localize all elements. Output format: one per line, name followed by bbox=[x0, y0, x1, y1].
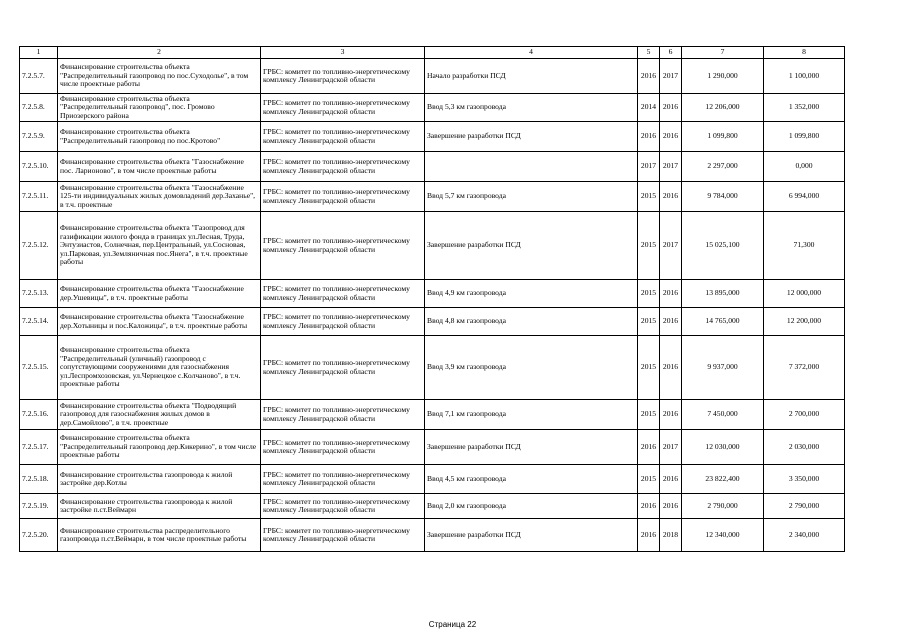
end-year: 2017 bbox=[660, 212, 682, 280]
total-cost: 23 822,400 bbox=[682, 465, 764, 494]
table-row bbox=[20, 212, 845, 280]
total-cost: 14 765,000 bbox=[682, 308, 764, 336]
column-header: 6 bbox=[660, 47, 682, 59]
row-number: 7.2.5.18. bbox=[20, 465, 58, 494]
expected-result: Ввод 5,7 км газопровода bbox=[425, 182, 638, 212]
row-number: 7.2.5.12. bbox=[20, 212, 58, 280]
page-number: Страница 22 bbox=[428, 620, 477, 629]
expected-result: Ввод 3,9 км газопровода bbox=[425, 336, 638, 400]
start-year: 2016 bbox=[638, 494, 660, 519]
total-cost: 15 025,100 bbox=[682, 212, 764, 280]
column-header: 2 bbox=[58, 47, 261, 59]
row-number: 7.2.5.9. bbox=[20, 122, 58, 152]
total-cost: 7 450,000 bbox=[682, 400, 764, 430]
end-year: 2016 bbox=[660, 400, 682, 430]
grbs-text: ГРБС: комитет по топливно-энергетическому комплексу Ленинградской области bbox=[261, 94, 425, 122]
end-year: 2016 bbox=[660, 308, 682, 336]
table-row bbox=[20, 308, 845, 336]
year-cost: 2 340,000 bbox=[764, 519, 845, 552]
start-year: 2015 bbox=[638, 465, 660, 494]
object-name: Финансирование строительства объекта "Газоснабжение дер.Хотыницы и пос.Каложицы", в т.ч. проектные работы bbox=[58, 308, 261, 336]
grbs-text: ГРБС: комитет по топливно-энергетическому комплексу Ленинградской области bbox=[261, 400, 425, 430]
table-row bbox=[20, 519, 845, 552]
total-cost: 9 937,000 bbox=[682, 336, 764, 400]
end-year: 2016 bbox=[660, 336, 682, 400]
year-cost: 2 700,000 bbox=[764, 400, 845, 430]
column-header: 7 bbox=[682, 47, 764, 59]
expected-result: Ввод 7,1 км газопровода bbox=[425, 400, 638, 430]
start-year: 2016 bbox=[638, 59, 660, 94]
start-year: 2016 bbox=[638, 430, 660, 465]
row-number: 7.2.5.20. bbox=[20, 519, 58, 552]
total-cost: 1 099,800 bbox=[682, 122, 764, 152]
row-number: 7.2.5.19. bbox=[20, 494, 58, 519]
row-number: 7.2.5.16. bbox=[20, 400, 58, 430]
table-row bbox=[20, 152, 845, 182]
year-cost: 1 099,800 bbox=[764, 122, 845, 152]
year-cost: 12 200,000 bbox=[764, 308, 845, 336]
object-name: Финансирование строительства объекта "Распределительный газопровод дер.Кикерино", в том числе проектные работы bbox=[58, 430, 261, 465]
start-year: 2015 bbox=[638, 280, 660, 308]
year-cost: 2 790,000 bbox=[764, 494, 845, 519]
end-year: 2016 bbox=[660, 182, 682, 212]
end-year: 2017 bbox=[660, 59, 682, 94]
row-number: 7.2.5.10. bbox=[20, 152, 58, 182]
expected-result: Завершение разработки ПСД bbox=[425, 430, 638, 465]
column-header: 1 bbox=[20, 47, 58, 59]
end-year: 2017 bbox=[660, 430, 682, 465]
expected-result: Ввод 5,3 км газопровода bbox=[425, 94, 638, 122]
expected-result: Завершение разработки ПСД bbox=[425, 122, 638, 152]
grbs-text: ГРБС: комитет по топливно-энергетическому комплексу Ленинградской области bbox=[261, 430, 425, 465]
object-name: Финансирование строительства объекта "Газоснабжение дер.Ушевицы", в т.ч. проектные работы bbox=[58, 280, 261, 308]
grbs-text: ГРБС: комитет по топливно-энергетическому комплексу Ленинградской области bbox=[261, 59, 425, 94]
year-cost: 12 000,000 bbox=[764, 280, 845, 308]
end-year: 2016 bbox=[660, 280, 682, 308]
row-number: 7.2.5.7. bbox=[20, 59, 58, 94]
object-name: Финансирование строительства объекта "Распределительный (уличный) газопровод с сопутствующими сооружениями для газоснабжения ул.Леспромхозовская, ул.Чернецкое с.Колчаново", в т.ч. проектные работы bbox=[58, 336, 261, 400]
column-header: 8 bbox=[764, 47, 845, 59]
total-cost: 2 297,000 bbox=[682, 152, 764, 182]
row-number: 7.2.5.14. bbox=[20, 308, 58, 336]
grbs-text: ГРБС: комитет по топливно-энергетическому комплексу Ленинградской области bbox=[261, 336, 425, 400]
grbs-text: ГРБС: комитет по топливно-энергетическому комплексу Ленинградской области bbox=[261, 122, 425, 152]
object-name: Финансирование строительства объекта "Подводящий газопровод для газоснабжения жилых домов в дер.Самойлово", в т.ч. проектные bbox=[58, 400, 261, 430]
grbs-text: ГРБС: комитет по топливно-энергетическому комплексу Ленинградской области bbox=[261, 519, 425, 552]
year-cost: 6 994,000 bbox=[764, 182, 845, 212]
end-year: 2018 bbox=[660, 519, 682, 552]
total-cost: 2 790,000 bbox=[682, 494, 764, 519]
end-year: 2016 bbox=[660, 94, 682, 122]
start-year: 2016 bbox=[638, 122, 660, 152]
program-table bbox=[19, 46, 845, 552]
object-name: Финансирование строительства газопровода к жилой застройке дер.Котлы bbox=[58, 465, 261, 494]
total-cost: 12 340,000 bbox=[682, 519, 764, 552]
start-year: 2017 bbox=[638, 152, 660, 182]
year-cost: 71,300 bbox=[764, 212, 845, 280]
total-cost: 9 784,000 bbox=[682, 182, 764, 212]
expected-result: Начало разработки ПСД bbox=[425, 59, 638, 94]
grbs-text: ГРБС: комитет по топливно-энергетическому комплексу Ленинградской области bbox=[261, 212, 425, 280]
object-name: Финансирование строительства объекта "Распределительный газопровод по пос.Кротово" bbox=[58, 122, 261, 152]
year-cost: 3 350,000 bbox=[764, 465, 845, 494]
table-row bbox=[20, 280, 845, 308]
column-header: 3 bbox=[261, 47, 425, 59]
object-name: Финансирование строительства объекта "Распределительный газопровод", пос. Громово Приозерского района bbox=[58, 94, 261, 122]
object-name: Финансирование строительства объекта "Газопровод для газификации жилого фонда в границах ул.Лесная, Труда, Энтузиастов, Солнечная, пер.Центральный, ул.Сосновая, ул.Парковая, ул.Земляничная пос.Янега", в т.ч. проектные работы bbox=[58, 212, 261, 280]
grbs-text: ГРБС: комитет по топливно-энергетическому комплексу Ленинградской области bbox=[261, 308, 425, 336]
table-row bbox=[20, 336, 845, 400]
start-year: 2015 bbox=[638, 308, 660, 336]
row-number: 7.2.5.8. bbox=[20, 94, 58, 122]
end-year: 2016 bbox=[660, 122, 682, 152]
end-year: 2017 bbox=[660, 152, 682, 182]
year-cost: 2 030,000 bbox=[764, 430, 845, 465]
expected-result: Ввод 2,0 км газопровода bbox=[425, 494, 638, 519]
total-cost: 13 895,000 bbox=[682, 280, 764, 308]
table-row bbox=[20, 59, 845, 94]
row-number: 7.2.5.11. bbox=[20, 182, 58, 212]
total-cost: 1 290,000 bbox=[682, 59, 764, 94]
grbs-text: ГРБС: комитет по топливно-энергетическому комплексу Ленинградской области bbox=[261, 494, 425, 519]
object-name: Финансирование строительства распределительного газопровода п.ст.Веймарн, в том числе проектные работы bbox=[58, 519, 261, 552]
end-year: 2016 bbox=[660, 494, 682, 519]
expected-result: Ввод 4,8 км газопровода bbox=[425, 308, 638, 336]
grbs-text: ГРБС: комитет по топливно-энергетическому комплексу Ленинградской области bbox=[261, 280, 425, 308]
object-name: Финансирование строительства объекта "Газоснабжение 125-ти индивидуальных жилых домовладений дер.Заханье", в т.ч. проектные bbox=[58, 182, 261, 212]
table-row bbox=[20, 94, 845, 122]
year-cost: 1 352,000 bbox=[764, 94, 845, 122]
object-name: Финансирование строительства объекта "Распределительный газопровод по пос.Суходолье", в том числе проектные работы bbox=[58, 59, 261, 94]
expected-result: Ввод 4,9 км газопровода bbox=[425, 280, 638, 308]
start-year: 2014 bbox=[638, 94, 660, 122]
expected-result: Завершение разработки ПСД bbox=[425, 212, 638, 280]
year-cost: 7 372,000 bbox=[764, 336, 845, 400]
table-row bbox=[20, 430, 845, 465]
year-cost: 0,000 bbox=[764, 152, 845, 182]
grbs-text: ГРБС: комитет по топливно-энергетическому комплексу Ленинградской области bbox=[261, 182, 425, 212]
year-cost: 1 100,000 bbox=[764, 59, 845, 94]
expected-result bbox=[425, 152, 638, 182]
start-year: 2015 bbox=[638, 336, 660, 400]
total-cost: 12 206,000 bbox=[682, 94, 764, 122]
grbs-text: ГРБС: комитет по топливно-энергетическому комплексу Ленинградской области bbox=[261, 465, 425, 494]
start-year: 2016 bbox=[638, 519, 660, 552]
column-header: 4 bbox=[425, 47, 638, 59]
grbs-text: ГРБС: комитет по топливно-энергетическому комплексу Ленинградской области bbox=[261, 152, 425, 182]
start-year: 2015 bbox=[638, 182, 660, 212]
column-header: 5 bbox=[638, 47, 660, 59]
start-year: 2015 bbox=[638, 400, 660, 430]
row-number: 7.2.5.15. bbox=[20, 336, 58, 400]
table-row bbox=[20, 400, 845, 430]
expected-result: Завершение разработки ПСД bbox=[425, 519, 638, 552]
end-year: 2016 bbox=[660, 465, 682, 494]
object-name: Финансирование строительства газопровода к жилой застройке п.ст.Веймарн bbox=[58, 494, 261, 519]
table-row bbox=[20, 182, 845, 212]
row-number: 7.2.5.13. bbox=[20, 280, 58, 308]
table-row bbox=[20, 465, 845, 494]
table-row bbox=[20, 494, 845, 519]
total-cost: 12 030,000 bbox=[682, 430, 764, 465]
table-row bbox=[20, 122, 845, 152]
object-name: Финансирование строительства объекта "Газоснабжение пос. Ларионово", в том числе проектные работы bbox=[58, 152, 261, 182]
expected-result: Ввод 4,5 км газопровода bbox=[425, 465, 638, 494]
start-year: 2015 bbox=[638, 212, 660, 280]
row-number: 7.2.5.17. bbox=[20, 430, 58, 465]
header-row bbox=[20, 47, 845, 59]
